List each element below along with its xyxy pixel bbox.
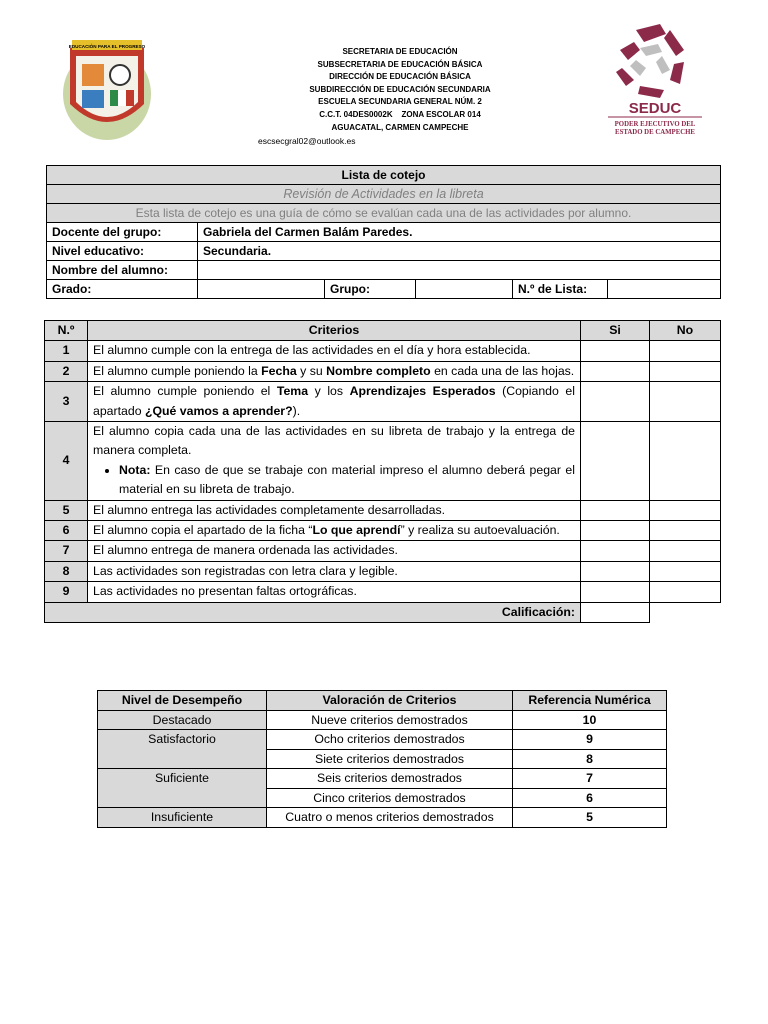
teacher-label: Docente del grupo: — [47, 223, 198, 242]
table-subtitle: Revisión de Actividades en la libreta — [47, 185, 721, 204]
header-line: DIRECCIÓN DE EDUCACIÓN BÁSICA — [329, 72, 471, 82]
table-row — [98, 730, 667, 750]
level-label: Nivel educativo: — [47, 242, 198, 261]
row-number: 1 — [45, 341, 88, 361]
valuation-text: Siete criterios demostrados — [267, 749, 513, 769]
no-cell[interactable] — [650, 541, 721, 561]
header-lines — [230, 46, 570, 134]
student-label: Nombre del alumno: — [47, 261, 198, 280]
table-row — [98, 808, 667, 828]
row-number: 9 — [45, 582, 88, 602]
seduc-logo — [600, 20, 710, 140]
criterion-text: El alumno cumple poniendo la Fecha y su Nombre completo en cada una de las hojas. — [88, 361, 581, 381]
criteria-table — [44, 320, 721, 623]
no-cell[interactable] — [650, 422, 721, 501]
reference-number: 10 — [513, 710, 667, 730]
no-cell[interactable] — [650, 521, 721, 541]
col-header-valuation: Valoración de Criterios — [267, 691, 513, 711]
reference-number: 9 — [513, 730, 667, 750]
yes-cell[interactable] — [581, 361, 650, 381]
criterion-text: El alumno cumple poniendo el Tema y los Aprendizajes Esperados (Copiando el apartado ¿Qué vamos a aprender?). — [88, 382, 581, 422]
yes-cell[interactable] — [581, 561, 650, 581]
info-table — [46, 165, 721, 299]
header-line: C.C.T. 04DES0002K ZONA ESCOLAR 014 — [319, 109, 481, 119]
table-row — [45, 561, 721, 581]
yes-cell[interactable] — [581, 582, 650, 602]
yes-cell[interactable] — [581, 422, 650, 501]
group-label: Grupo: — [325, 280, 416, 299]
table-row — [98, 769, 667, 789]
row-number: 8 — [45, 561, 88, 581]
list-number-field[interactable] — [608, 280, 721, 299]
student-name-field[interactable] — [198, 261, 721, 280]
header-line: AGUACATAL, CARMEN CAMPECHE — [331, 122, 469, 132]
list-number-label: N.º de Lista: — [513, 280, 608, 299]
table-row — [45, 361, 721, 381]
table-row — [45, 500, 721, 520]
teacher-value: Gabriela del Carmen Balám Paredes. — [198, 223, 721, 242]
score-field[interactable] — [581, 602, 650, 622]
criterion-text: El alumno copia cada una de las actividades en su libreta de trabajo y la entrega de manera completa. • Nota: En caso de que se trabaje con material impreso el alumno deberá pegar el material en su libreta de trabajo. — [88, 422, 581, 501]
table-description: Esta lista de cotejo es una guía de cómo se evalúan cada una de las actividades por alumno. — [47, 204, 721, 223]
row-number: 5 — [45, 500, 88, 520]
level-name: Insuficiente — [98, 808, 267, 828]
no-cell[interactable] — [650, 582, 721, 602]
valuation-text: Nueve criterios demostrados — [267, 710, 513, 730]
criterion-text: Las actividades no presentan faltas ortográficas. — [88, 582, 581, 602]
reference-number: 7 — [513, 769, 667, 789]
row-number: 2 — [45, 361, 88, 381]
no-cell[interactable] — [650, 341, 721, 361]
valuation-text: Cinco criterios demostrados — [267, 788, 513, 808]
school-logo — [60, 34, 154, 142]
col-header-reference: Referencia Numérica — [513, 691, 667, 711]
criterion-text: El alumno cumple con la entrega de las actividades en el día y hora establecida. — [88, 341, 581, 361]
yes-cell[interactable] — [581, 382, 650, 422]
no-cell[interactable] — [650, 561, 721, 581]
group-field[interactable] — [416, 280, 513, 299]
svg-text:SEDUC: SEDUC — [628, 100, 682, 117]
table-row — [45, 422, 721, 501]
reference-number: 8 — [513, 749, 667, 769]
reference-number: 6 — [513, 788, 667, 808]
table-row — [45, 341, 721, 361]
col-header-no: No — [650, 321, 721, 341]
no-cell[interactable] — [650, 382, 721, 422]
note-list — [93, 461, 575, 500]
yes-cell[interactable] — [581, 541, 650, 561]
yes-cell[interactable] — [581, 521, 650, 541]
empty-cell — [650, 602, 721, 622]
table-row — [98, 710, 667, 730]
level-value: Secundaria. — [198, 242, 721, 261]
col-header-number: N.º — [45, 321, 88, 341]
level-name: Destacado — [98, 710, 267, 730]
criterion-text: El alumno copia el apartado de la ficha “Lo que aprendí” y realiza su autoevaluación. — [88, 521, 581, 541]
svg-text:EDUCACIÓN PARA EL PROGRESO: EDUCACIÓN PARA EL PROGRESO — [68, 44, 146, 49]
no-cell[interactable] — [650, 361, 721, 381]
row-number: 4 — [45, 422, 88, 501]
svg-text:ESTADO DE CAMPECHE: ESTADO DE CAMPECHE — [615, 129, 695, 136]
row-number: 6 — [45, 521, 88, 541]
criterion-text: El alumno entrega de manera ordenada las actividades. — [88, 541, 581, 561]
valuation-text: Ocho criterios demostrados — [267, 730, 513, 750]
col-header-yes: Si — [581, 321, 650, 341]
grade-label: Grado: — [47, 280, 198, 299]
table-row — [45, 582, 721, 602]
yes-cell[interactable] — [581, 500, 650, 520]
level-name: Suficiente — [98, 769, 267, 808]
row-number: 3 — [45, 382, 88, 422]
svg-text:PODER EJECUTIVO DEL: PODER EJECUTIVO DEL — [614, 121, 696, 128]
no-cell[interactable] — [650, 500, 721, 520]
criterion-text: El alumno entrega las actividades completamente desarrolladas. — [88, 500, 581, 520]
table-row — [45, 521, 721, 541]
level-name: Satisfactorio — [98, 730, 267, 769]
col-header-criteria: Criterios — [88, 321, 581, 341]
table-title: Lista de cotejo — [47, 166, 721, 185]
school-email: escsecgral02@outlook.es — [258, 136, 356, 146]
table-row — [45, 382, 721, 422]
col-header-level: Nivel de Desempeño — [98, 691, 267, 711]
header-line: SUBSECRETARIA DE EDUCACIÓN BÁSICA — [317, 59, 483, 69]
header-line: ESCUELA SECUNDARIA GENERAL NÚM. 2 — [318, 97, 482, 107]
note-item: • Nota: En caso de que se trabaje con material impreso el alumno deberá pegar el material en su libreta de trabajo. — [119, 461, 575, 500]
criterion-text: Las actividades son registradas con letra clara y legible. — [88, 561, 581, 581]
grade-field[interactable] — [198, 280, 325, 299]
table-row — [45, 541, 721, 561]
reference-number: 5 — [513, 808, 667, 828]
valuation-text: Cuatro o menos criterios demostrados — [267, 808, 513, 828]
levels-table — [97, 690, 667, 828]
header-line: SECRETARIA DE EDUCACIÓN — [342, 47, 458, 56]
yes-cell[interactable] — [581, 341, 650, 361]
score-label: Calificación: — [45, 602, 581, 622]
valuation-text: Seis criterios demostrados — [267, 769, 513, 789]
header-line: SUBDIRECCIÓN DE EDUCACIÓN SECUNDARIA — [309, 84, 491, 94]
row-number: 7 — [45, 541, 88, 561]
